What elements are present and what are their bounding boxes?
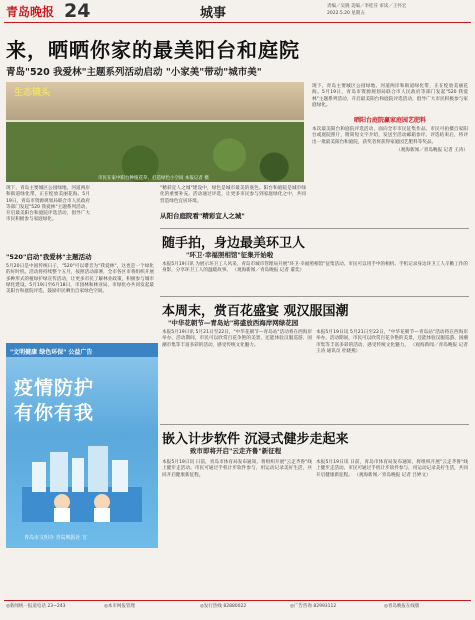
- divider-1: [160, 228, 469, 229]
- lead-col4: [312, 84, 468, 154]
- story4-body-a: 本报5月19日讯 日前，青岛市体育局发布通知，将组织开展"云走齐鲁"线上健步走活动。市民可通过手机计步软件参与，用运动记录美好生活，共同开启健康新征程。: [162, 460, 312, 478]
- lead-col2: [6, 252, 154, 295]
- col4-byline: （观海新闻／青岛晚报 记者 王涛）: [396, 148, 468, 154]
- story2-text: 本报5月19日讯 为展示环卫工人风采，青岛市城市管理局开展"环卫·幸福照相馆"征集活动。市民可以用手中的相机、手机记录身边环卫工人辛勤工作的身影，分享环卫工人的温暖故事。: [162, 262, 468, 274]
- lead-headline: 来，晒晒你家的最美阳台和庭院: [6, 38, 300, 62]
- story4-subhead: 致市即将开启"云走齐鲁"新征程: [190, 447, 282, 455]
- story2-body: [162, 262, 468, 275]
- footer-item-1: ◎本市网报管理: [104, 604, 135, 609]
- psa-label: "文明健康 绿色环保" 公益广告: [10, 349, 93, 356]
- story4-body-b: [316, 460, 468, 479]
- story2-byline: （观海新闻／青岛晚报 记者 董奕）: [232, 268, 305, 274]
- story3-body-a: 本报5月19日讯 5月21日至22日，"中华花朝节—青岛站"活动将在西海岸举办。活动期间，市民可以欣赏百花争艳的美景，还能体验汉服巡游、国潮市集等丰富多彩的活动，感受传统文化魅力。: [162, 330, 312, 348]
- story4-headline: 嵌入计步软件 沉浸式健步走起来: [162, 432, 349, 447]
- col3-title: 从阳台庭院看"精彩宜人之城": [160, 211, 245, 220]
- col4-body: 本次最美阳台和庭院评选活动，面向全市市民征集作品。市民可拍摄自家阳台或庭院照片，附简短文字介绍，发送至活动邮箱参评。评选结束后，将评出一批最美阳台和庭院，获奖者将获得家庭园艺肥料等奖品。: [312, 127, 468, 145]
- col4-title: 晒阳台庭院赢家庭园艺肥料: [353, 117, 426, 125]
- col2-body: 5月20日是中国传统日子，"520"可以谐音为"我爱林"，这也是一个绿化的好时机。活动将持续整个五月，按照活动部署，全市各区市将组织开展多种形式的植绿护绿宣传活动，让更多市民了解林业政策，积极参与城市绿化建设。5月19日至6月18日，市园林和林业局、市绿化办共同发起最美阳台和庭院评选，鼓励市民晒出自家绿色空间。: [6, 264, 154, 295]
- story3-byline: （观海新闻／青岛晚报 记者 王涛 通讯员 杜晓燕）: [316, 342, 468, 354]
- date-line: 2022.5.20 星期五: [327, 11, 365, 16]
- lead-photo: [6, 82, 304, 182]
- footer-item-2: ◎发行热线 82880022: [200, 604, 247, 609]
- psa-footer: 青岛市文明办 青岛晚报社 宣: [24, 535, 88, 541]
- psa-title-1: 疫情防护: [14, 377, 95, 399]
- story4-text-b: 本报5月19日讯 日前，青岛市体育局发布通知，将组织开展"云走齐鲁"线上健步走活动。市民可通过手机计步软件参与，用运动记录美好生活，共同开启健康新征程。: [316, 460, 468, 478]
- story2-subhead: "环卫·幸福照相馆"征集开始啦: [186, 251, 274, 259]
- lead-col3: [160, 186, 306, 220]
- lead-subhead: 青岛"520 我爱林"主题系列活动启动 "小家美"带动"城市美": [6, 67, 262, 78]
- photo-tag: 生态镜头: [14, 88, 51, 98]
- footer-item-4: ◎青岛晚报在线版: [384, 604, 420, 609]
- col3-body: "精彩宜人之城"建设中，绿色是城市最美的底色。阳台和庭院是城市绿化的重要补充。活动通过评选，让更多市民参与到家庭绿化之中，共同营造绿色宜居环境。: [160, 186, 306, 204]
- editor-line: 责编／吴晓 美编／李桂芬 审读／王怀宏: [327, 4, 407, 9]
- story3-body-b: [316, 330, 468, 355]
- lead-intro: 现下，青岛主要城区公园绿地、河道两岸和街道绿化带，正在绽放美丽花海。5月19日，青岛市资源规划局联合市人民政府等部门发起"520 我爱林"主题系列活动，开启最美阳台和庭院评选活动，倡导广大市民积极参与家庭绿化。: [6, 186, 90, 223]
- story3-subhead: "中华花朝节—青岛站"将盛放西海岸网绿花园: [168, 319, 299, 327]
- divider-2: [160, 296, 469, 297]
- story3-text-b: 本报5月19日讯 5月21日至22日，"中华花朝节—青岛站"活动将在西海岸举办。活动期间，市民可以欣赏百花争艳的美景，还能体验汉服巡游、国潮市集等丰富多彩的活动，感受传统文化魅力。: [316, 330, 468, 348]
- story4-byline: （观海新闻／青岛晚报 记者 吕婷文）: [354, 472, 431, 478]
- psa-title-2: 有你有我: [14, 402, 95, 424]
- story2-headline: 随手拍，身边最美环卫人: [162, 236, 306, 251]
- psa-illustration: [22, 432, 142, 522]
- col2-title: "520"启动"我爱林"主题活动: [6, 253, 92, 261]
- page-number: 24: [64, 0, 91, 22]
- masthead-logo: 青岛晚报: [6, 5, 55, 19]
- footer-divider: [4, 600, 471, 601]
- footer-item-3: ◎广告咨询 82993112: [290, 604, 337, 609]
- col4-continued: 现下，青岛主要城区公园绿地、河道两岸和街道绿化带，正在绽放美丽花海。5月19日，青岛市资源规划局联合市人民政府等部门发起"520 我爱林"主题系列活动，开启最美阳台和庭院评选活动，倡导广大市民积极参与家庭绿化。: [312, 84, 468, 108]
- photo-caption: 市民在家中阳台种植花草，打造绿色小空间 本报记者 摄: [98, 176, 209, 181]
- footer-item-0: ◎新闻统一报道电话 23~243: [6, 604, 66, 609]
- section-title: 城事: [200, 6, 227, 21]
- story3-headline: 本周末，赏百花盛宴 观汉服国潮: [162, 304, 349, 319]
- masthead-divider: [4, 22, 471, 23]
- masthead-meta: [327, 3, 467, 17]
- divider-3: [160, 424, 469, 425]
